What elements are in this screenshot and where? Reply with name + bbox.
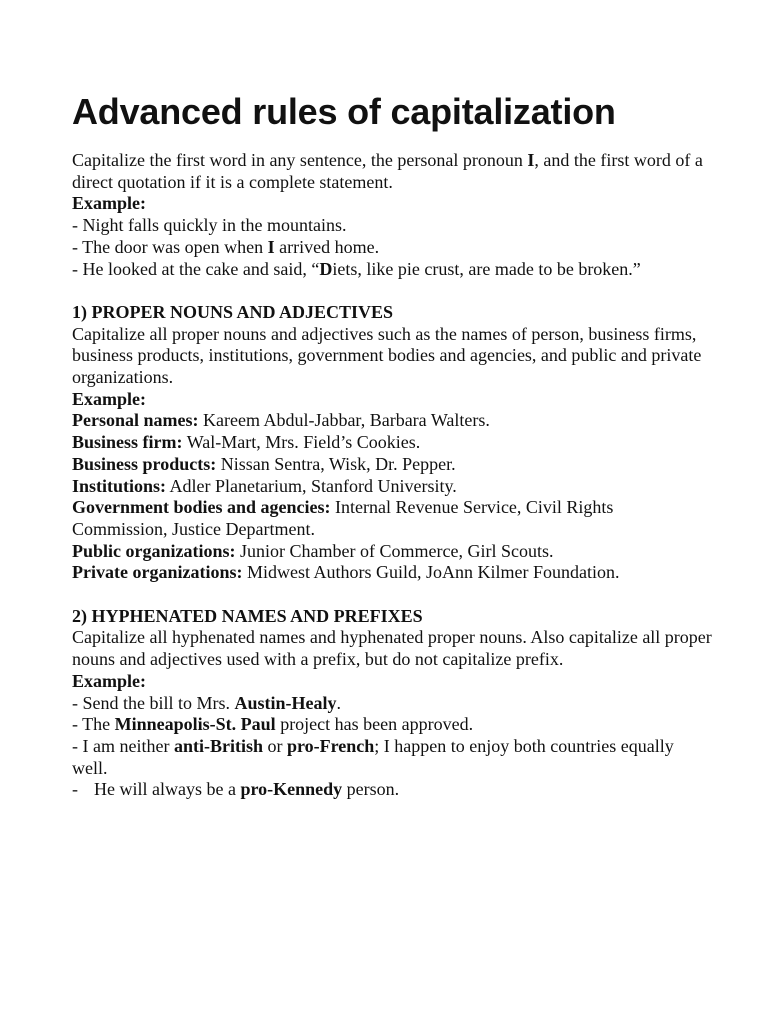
section-2-example-4 <box>72 779 712 801</box>
section-2-example-label: Example: <box>72 670 146 691</box>
list-item <box>72 562 712 584</box>
example-text: ; I happen to enjoy both countries equally well. <box>72 735 674 778</box>
list-item <box>72 432 712 454</box>
example-emphasis: Austin-Healy <box>234 692 337 713</box>
section-2-example-2 <box>72 714 712 736</box>
example-text: arrived home. <box>274 236 380 257</box>
example-emphasis: Minneapolis-St. Paul <box>114 714 276 735</box>
item-value: Nissan Sentra, Wisk, Dr. Pepper. <box>216 453 456 474</box>
example-emphasis: pro-Kennedy <box>240 779 343 800</box>
example-text: - I am neither <box>72 735 174 756</box>
example-text: or <box>262 735 287 756</box>
spacer <box>72 584 712 606</box>
example-text: - The door was open when <box>72 236 268 257</box>
item-label: Personal names: <box>72 410 199 431</box>
example-text: iets, like pie crust, are made to be broken.” <box>332 258 641 279</box>
item-label: Government bodies and agencies: <box>72 497 331 518</box>
section-1-example-label: Example: <box>72 388 146 409</box>
item-value: Adler Planetarium, Stanford University. <box>166 475 457 496</box>
item-value: Junior Chamber of Commerce, Girl Scouts. <box>235 540 554 561</box>
example-text: - He looked at the cake and said, “ <box>72 258 320 279</box>
section-2-heading: 2) HYPHENATED NAMES AND PREFIXES <box>72 605 423 626</box>
item-label: Business products: <box>72 453 217 474</box>
intro-example-label: Example: <box>72 193 146 214</box>
list-item <box>72 410 712 432</box>
intro-text: Capitalize the first word in any sentence, the personal pronoun <box>72 150 528 170</box>
bullet-dash: - <box>72 779 78 800</box>
intro-paragraph <box>72 150 712 193</box>
item-label: Public organizations: <box>72 540 236 561</box>
item-label: Institutions: <box>72 475 167 496</box>
list-item <box>72 541 712 563</box>
example-text: He will always be a <box>94 779 241 800</box>
section-1-body: Capitalize all proper nouns and adjectives such as the names of person, business firms, business products, institutions, government bodies and agencies, and public and private organizations. <box>72 323 702 388</box>
intro-pronoun: I <box>527 150 535 170</box>
section-2-body: Capitalize all hyphenated names and hyphenated proper nouns. Also capitalize all proper nouns and adjectives used with a prefix, but do not capitalize prefix. <box>72 627 712 670</box>
item-value: Kareem Abdul-Jabbar, Barbara Walters. <box>198 410 490 431</box>
list-item <box>72 497 712 540</box>
example-text: project has been approved. <box>275 714 474 735</box>
intro-example-3 <box>72 259 712 281</box>
example-text: person. <box>342 779 400 800</box>
item-value: Internal Revenue Service, Civil Rights Commission, Justice Department. <box>72 497 614 539</box>
example-emphasis: pro-French <box>286 735 375 756</box>
list-item <box>72 476 712 498</box>
item-value: Midwest Authors Guild, JoAnn Kilmer Foundation. <box>242 562 620 583</box>
intro-example-1: - Night falls quickly in the mountains. <box>72 215 347 236</box>
example-emphasis: anti-British <box>173 735 263 756</box>
item-label: Private organizations: <box>72 562 243 583</box>
example-emphasis: D <box>319 258 333 279</box>
spacer <box>72 280 712 302</box>
example-text: - Send the bill to Mrs. <box>72 692 235 713</box>
document-page <box>72 90 712 801</box>
example-emphasis: I <box>267 236 275 257</box>
item-label: Business firm: <box>72 432 183 453</box>
item-value: Wal-Mart, Mrs. Field’s Cookies. <box>182 432 421 453</box>
page-title: Advanced rules of capitalization <box>72 91 616 132</box>
section-2-example-3 <box>72 736 712 779</box>
section-2-example-1 <box>72 693 712 715</box>
example-text: . <box>336 692 342 713</box>
example-text: - The <box>72 714 115 735</box>
intro-example-2 <box>72 237 712 259</box>
section-1-heading: 1) PROPER NOUNS AND ADJECTIVES <box>72 301 394 322</box>
intro-text-end: , and the first word of a direct quotation if it is a complete statement. <box>72 150 703 192</box>
list-item <box>72 454 712 476</box>
